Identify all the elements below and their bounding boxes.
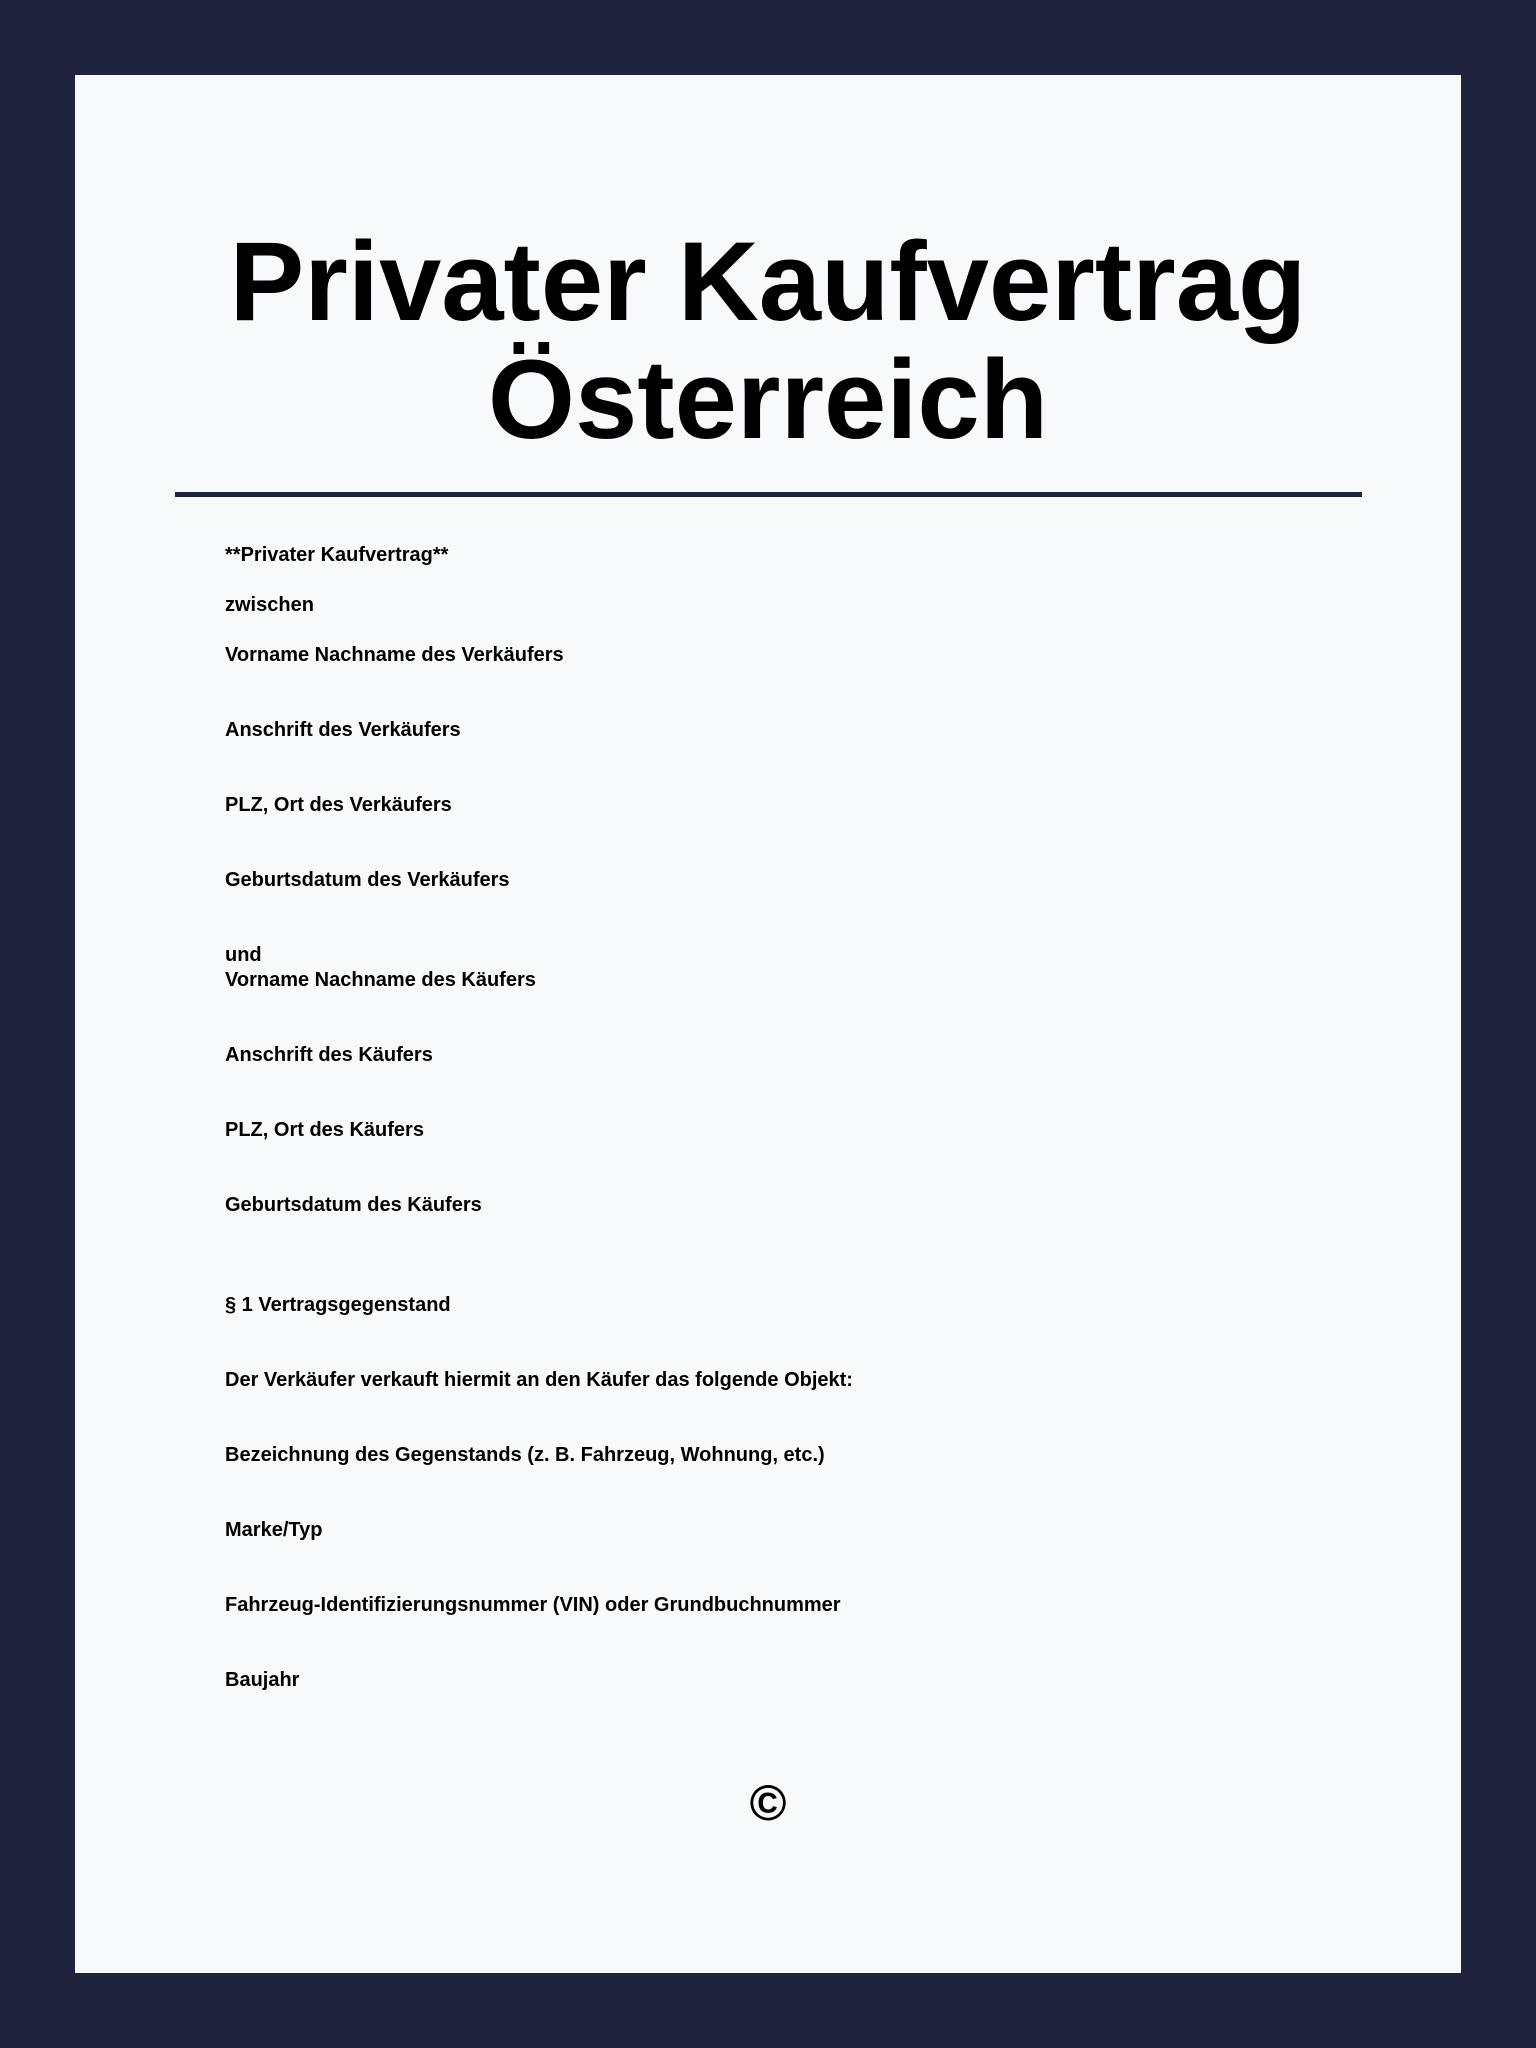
build-year-line: Baujahr bbox=[225, 1669, 300, 1691]
between-text: zwischen bbox=[225, 594, 314, 616]
seller-city-line: PLZ, Ort des Verkäufers bbox=[225, 794, 452, 816]
buyer-city-line: PLZ, Ort des Käufers bbox=[225, 1119, 424, 1141]
buyer-birthdate-line: Geburtsdatum des Käufers bbox=[225, 1194, 482, 1216]
sale-statement: Der Verkäufer verkauft hiermit an den Käufer das folgende Objekt: bbox=[225, 1369, 853, 1391]
section-1-heading: § 1 Vertragsgegenstand bbox=[225, 1294, 451, 1316]
seller-name-line: Vorname Nachname des Verkäufers bbox=[225, 644, 564, 666]
contract-heading: **Privater Kaufvertrag** bbox=[225, 544, 449, 566]
object-description-line: Bezeichnung des Gegenstands (z. B. Fahrzeug, Wohnung, etc.) bbox=[225, 1444, 825, 1466]
buyer-address-line: Anschrift des Käufers bbox=[225, 1044, 433, 1066]
copyright-icon: © bbox=[749, 1775, 787, 1831]
buyer-name-line: Vorname Nachname des Käufers bbox=[225, 969, 536, 991]
seller-address-line: Anschrift des Verkäufers bbox=[225, 719, 461, 741]
title-line-1: Privater Kaufvertrag bbox=[229, 219, 1307, 344]
vin-line: Fahrzeug-Identifizierungsnummer (VIN) oder Grundbuchnummer bbox=[225, 1594, 841, 1616]
seller-birthdate-line: Geburtsdatum des Verkäufers bbox=[225, 869, 510, 891]
document-page bbox=[75, 75, 1461, 1973]
document-title bbox=[175, 219, 1361, 462]
title-line-2: Österreich bbox=[487, 337, 1049, 462]
title-divider bbox=[175, 492, 1362, 497]
and-text: und bbox=[225, 944, 262, 966]
make-type-line: Marke/Typ bbox=[225, 1519, 323, 1541]
